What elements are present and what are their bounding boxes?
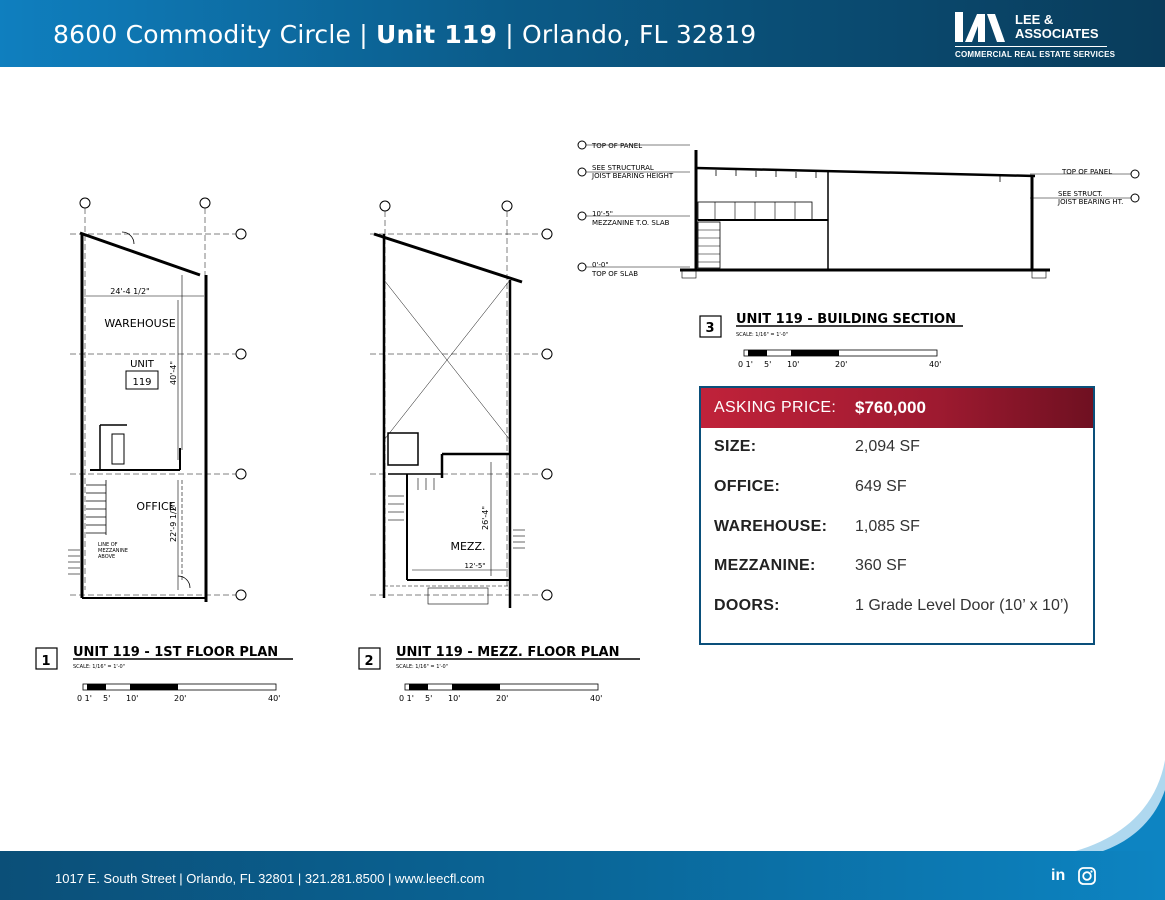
sec-mezz-elev-2: MEZZANINE T.O. SLAB <box>592 219 670 227</box>
mezz-plan-title: UNIT 119 - MEZZ. FLOOR PLAN <box>396 645 620 660</box>
unit-label: UNIT <box>130 359 154 370</box>
mezz-label: MEZZ. <box>450 540 486 553</box>
sec-top-of-panel-right: TOP OF PANEL <box>1062 168 1113 176</box>
logo-line-2: ASSOCIATES <box>1015 26 1099 41</box>
property-title: 8600 Commodity Circle | Unit 119 | Orlando, FL 32819 <box>53 20 757 49</box>
sec-scale-5: 5' <box>764 360 772 369</box>
lee-associates-logo <box>955 10 1115 62</box>
warehouse-label: WAREHOUSE <box>104 317 176 330</box>
mezz-scale-0: 0 1' <box>399 694 414 703</box>
footer-contact: 1017 E. South Street | Orlando, FL 32801 | 321.281.8500 | www.leecfl.com <box>55 871 485 886</box>
la-logo-mark-icon <box>955 10 1011 44</box>
logo-line-1: LEE & <box>1015 12 1054 27</box>
doors-value: 1 Grade Level Door (10’ x 10’) <box>855 597 1069 614</box>
linkedin-icon[interactable]: in <box>1051 867 1066 884</box>
mezz-note-2: MEZZANINE <box>98 548 128 554</box>
detail-row-doors <box>714 597 1069 615</box>
ff-office-dim: 22'-9 1/2" <box>169 502 178 542</box>
mezzanine-size-value: 360 SF <box>855 557 907 574</box>
address-street: 8600 Commodity Circle <box>53 20 352 49</box>
address-city: Orlando, FL 32819 <box>522 20 757 49</box>
sec-mezz-elev-1: 10'-5" <box>592 210 614 218</box>
sec-title: UNIT 119 - BUILDING SECTION <box>736 312 956 327</box>
logo-wordmark <box>1015 13 1099 41</box>
unit-number-label: 119 <box>132 377 152 388</box>
ff-scale-20: 20' <box>174 694 187 703</box>
mezz-scale-20: 20' <box>496 694 509 703</box>
decorative-swoosh <box>1060 760 1165 855</box>
ff-height-dim: 40'-4" <box>169 360 178 385</box>
sec-slab-elev-1: 0'-0" <box>592 261 609 269</box>
mezz-scale-10: 10' <box>448 694 461 703</box>
ff-plan-title: UNIT 119 - 1ST FLOOR PLAN <box>73 645 279 660</box>
sec-top-of-panel: TOP OF PANEL <box>592 142 643 150</box>
doors-label: DOORS: <box>714 597 780 614</box>
ff-plan-scale: SCALE: 1/16" = 1'-0" <box>73 664 126 670</box>
detail-row-warehouse <box>714 518 920 536</box>
sec-scale-20: 20' <box>835 360 848 369</box>
office-label: OFFICE <box>136 500 176 513</box>
page-footer <box>0 851 1165 900</box>
sec-slab-elev-2: TOP OF SLAB <box>592 270 639 278</box>
page-header <box>0 0 1165 67</box>
warehouse-size-label: WAREHOUSE: <box>714 518 828 535</box>
sec-see-structural-1: SEE STRUCTURAL <box>592 164 654 172</box>
mezz-note-3: ABOVE <box>98 554 116 560</box>
mezzanine-size-label: MEZZANINE: <box>714 557 816 574</box>
sec-scale-10: 10' <box>787 360 800 369</box>
mezz-scale-5: 5' <box>425 694 433 703</box>
sec-scale-0: 0 1' <box>738 360 753 369</box>
unit-number: Unit 119 <box>376 20 498 49</box>
size-label: SIZE: <box>714 438 757 455</box>
office-size-value: 649 SF <box>855 478 907 495</box>
mezz-width-dim: 12'-5" <box>464 562 486 570</box>
sec-see-struct-right-2: JOIST BEARING HT. <box>1058 198 1124 206</box>
ff-scale-10: 10' <box>126 694 139 703</box>
logo-tagline: COMMERCIAL REAL ESTATE SERVICES <box>955 50 1116 59</box>
sec-see-structural-2: JOIST BEARING HEIGHT <box>592 172 674 180</box>
sec-number: 3 <box>705 321 715 336</box>
instagram-icon[interactable] <box>1078 867 1096 885</box>
logo-divider <box>955 46 1107 47</box>
detail-row-office <box>714 478 907 496</box>
first-floor-plan <box>41 190 320 720</box>
asking-price-value: $760,000 <box>855 398 926 417</box>
office-size-label: OFFICE: <box>714 478 781 495</box>
ff-width-dim: 24'-4 1/2" <box>110 287 150 296</box>
ff-scale-0: 0 1' <box>77 694 92 703</box>
size-value: 2,094 SF <box>855 438 920 455</box>
mezz-plan-number: 2 <box>364 654 374 669</box>
sec-scale: SCALE: 1/16" = 1'-0" <box>736 332 789 338</box>
asking-price-banner <box>701 388 1093 428</box>
listing-details <box>699 386 1095 645</box>
ff-scale-40: 40' <box>268 694 281 703</box>
ff-scale-5: 5' <box>103 694 111 703</box>
mezz-scale-40: 40' <box>590 694 603 703</box>
ff-plan-number: 1 <box>41 654 51 669</box>
sec-see-struct-right-1: SEE STRUCT. <box>1058 190 1103 198</box>
mezz-depth-dim: 26'-4" <box>481 505 490 530</box>
warehouse-size-value: 1,085 SF <box>855 518 920 535</box>
detail-row-mezzanine <box>714 557 907 575</box>
building-section <box>570 130 1150 380</box>
asking-price-label: ASKING PRICE: <box>714 399 837 416</box>
mezz-plan-scale: SCALE: 1/16" = 1'-0" <box>396 664 449 670</box>
detail-row-size <box>714 438 920 456</box>
mezz-note-1: LINE OF <box>98 542 118 548</box>
sec-scale-40: 40' <box>929 360 942 369</box>
